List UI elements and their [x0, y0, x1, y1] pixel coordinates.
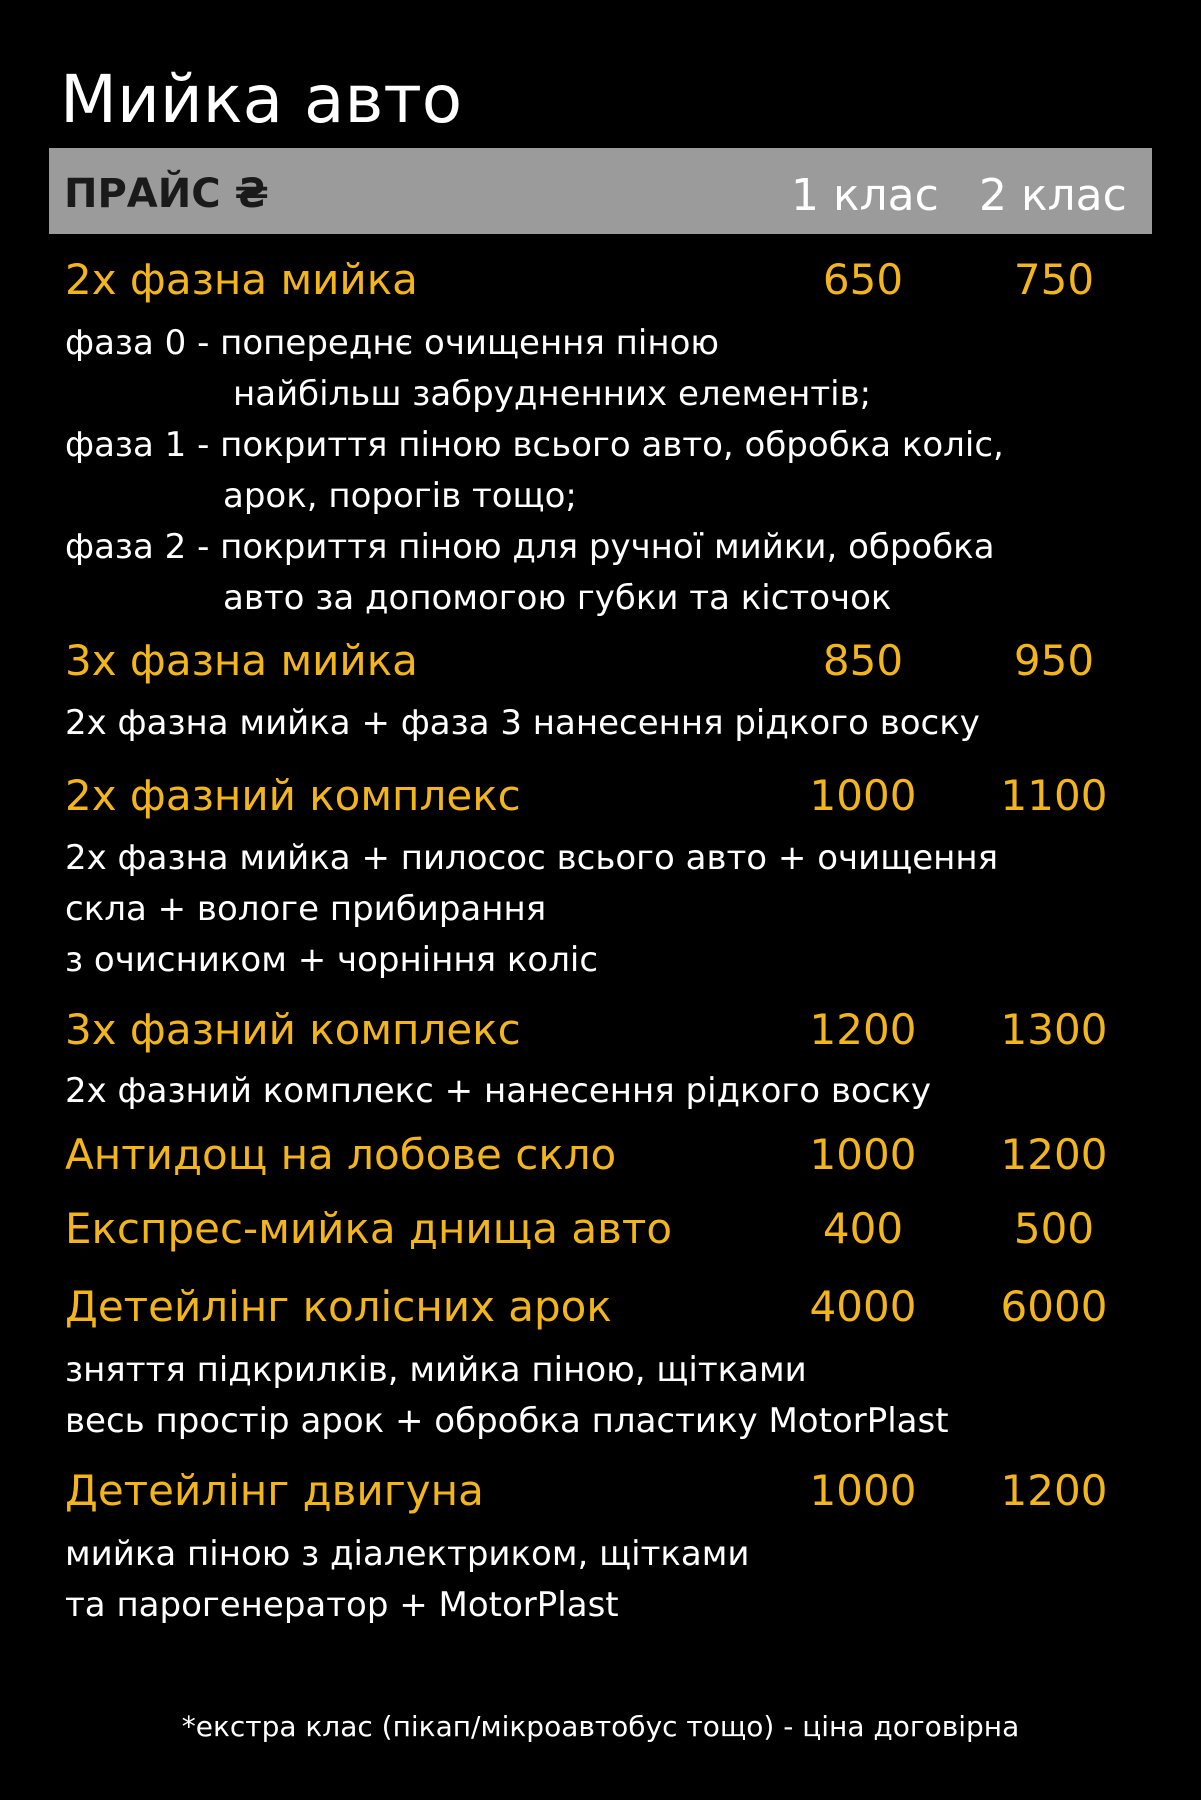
service-name: 2х фазна мийка	[65, 255, 418, 304]
description-line: 2х фазна мийка + пилосос всього авто + очищення	[65, 838, 999, 878]
price-class-1: 1200	[809, 1005, 917, 1054]
price-item-row	[0, 1277, 1201, 1337]
price-item-row	[0, 766, 1201, 826]
description-line: та парогенератор + MotorPlast	[65, 1585, 619, 1625]
service-name: Експрес-мийка днища авто	[65, 1204, 673, 1253]
footnote: *екстра клас (пікап/мікроавтобус тощо) - ціна договірна	[181, 1710, 1020, 1743]
service-description	[65, 1066, 1165, 1117]
description-line: фаза 2 - покриття піною для ручної мийки, обробка	[65, 527, 995, 567]
description-line: весь простір арок + обробка пластику MotorPlast	[65, 1401, 949, 1441]
description-line: з очисником + чорніння коліс	[65, 940, 599, 980]
service-name: Детейлінг двигуна	[65, 1466, 484, 1515]
price-class-1: 400	[822, 1204, 904, 1253]
price-class-1: 1000	[809, 1466, 917, 1515]
price-class-2: 950	[1013, 636, 1095, 685]
description-line: арок, порогів тощо;	[223, 476, 577, 516]
description-line: скла + вологе прибирання	[65, 889, 547, 929]
service-description	[65, 1529, 1165, 1631]
price-class-2: 500	[1013, 1204, 1095, 1253]
description-line: мийка піною з діалектриком, щітками	[65, 1534, 750, 1574]
price-item-row	[0, 1000, 1201, 1060]
service-name: 3х фазна мийка	[65, 636, 418, 685]
price-item-row	[0, 631, 1201, 691]
description-line: авто за допомогою губки та кісточок	[223, 578, 892, 618]
price-class-1: 4000	[809, 1282, 917, 1331]
price-class-1: 1000	[809, 771, 917, 820]
price-class-1: 1000	[809, 1130, 917, 1179]
price-class-2: 1300	[1000, 1005, 1108, 1054]
price-header-bar	[49, 148, 1152, 234]
description-line: фаза 0 - попереднє очищення піною	[65, 323, 720, 363]
price-item-row	[0, 1461, 1201, 1521]
class-1-header: 1 клас	[791, 170, 939, 221]
price-class-2: 1200	[1000, 1130, 1108, 1179]
service-name: 3х фазний комплекс	[65, 1005, 521, 1054]
service-name: Детейлінг колісних арок	[65, 1282, 612, 1331]
service-description	[65, 698, 1165, 749]
description-line: фаза 1 - покриття піною всього авто, обробка коліс,	[65, 425, 1004, 465]
service-description	[65, 318, 1165, 624]
class-2-header: 2 клас	[979, 170, 1127, 221]
price-class-2: 1200	[1000, 1466, 1108, 1515]
price-item-row	[0, 1199, 1201, 1259]
price-class-2: 1100	[1000, 771, 1108, 820]
service-description	[65, 1345, 1165, 1447]
description-line: найбільш забрудненних елементів;	[233, 374, 872, 414]
price-item-row	[0, 250, 1201, 310]
service-name: 2х фазний комплекс	[65, 771, 521, 820]
description-line: 2х фазний комплекс + нанесення рідкого воску	[65, 1071, 932, 1111]
price-class-1: 850	[822, 636, 904, 685]
service-description	[65, 833, 1165, 986]
description-line: зняття підкрилків, мийка піною, щітками	[65, 1350, 807, 1390]
price-item-row	[0, 1125, 1201, 1185]
page-title: Мийка авто	[60, 61, 463, 138]
price-class-2: 6000	[1000, 1282, 1108, 1331]
service-name: Антидощ на лобове скло	[65, 1130, 617, 1179]
price-header-label: ПРАЙС ₴	[64, 171, 269, 217]
price-class-2: 750	[1013, 255, 1095, 304]
description-line: 2х фазна мийка + фаза 3 нанесення рідкого воску	[65, 703, 980, 743]
price-class-1: 650	[822, 255, 904, 304]
